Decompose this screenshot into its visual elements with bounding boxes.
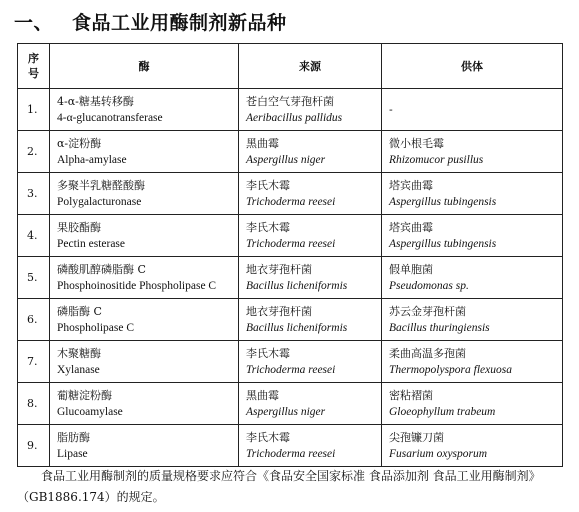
donor-cell <box>382 383 563 425</box>
table-row <box>18 299 563 341</box>
enzyme-name-en: Phosphoinositide Phospholipase C <box>57 279 217 292</box>
enzyme-name-en: Polygalacturonase <box>57 195 142 208</box>
source-name-latin: Trichoderma reesei <box>246 447 336 460</box>
table-row <box>18 131 563 173</box>
source-cell <box>239 89 382 131</box>
row-number: 3. <box>18 173 50 215</box>
donor-name-cn: 塔宾曲霉 <box>389 220 433 234</box>
source-cell <box>239 299 382 341</box>
enzyme-name-en: Phospholipase C <box>57 321 134 334</box>
donor-cell <box>382 299 563 341</box>
header-donor: 供体 <box>382 44 563 89</box>
donor-name-cn: 微小根毛霉 <box>389 136 444 150</box>
enzyme-name-cn: 木聚糖酶 <box>57 346 101 360</box>
source-cell <box>239 341 382 383</box>
header-seq <box>18 44 50 89</box>
header-seq-line1: 序 <box>28 52 39 65</box>
donor-name-latin: Aspergillus tubingensis <box>389 195 497 208</box>
source-name-latin: Bacillus licheniformis <box>246 321 348 334</box>
table-row <box>18 173 563 215</box>
row-number: 2. <box>18 131 50 173</box>
row-number: 4. <box>18 215 50 257</box>
source-name-cn: 李氏木霉 <box>246 430 290 444</box>
donor-name-cn: 苏云金芽孢杆菌 <box>389 304 466 318</box>
enzyme-name-cn: 磷脂酶 C <box>57 304 102 318</box>
donor-name-cn: 柔曲高温多孢菌 <box>389 346 466 360</box>
enzyme-name-cn: 葡糖淀粉酶 <box>57 388 112 402</box>
source-cell <box>239 425 382 467</box>
section-title: 食品工业用酶制剂新品种 <box>72 12 287 34</box>
table-row <box>18 425 563 467</box>
enzyme-cell <box>50 131 239 173</box>
table-row <box>18 89 563 131</box>
source-name-cn: 苍白空气芽孢杆菌 <box>246 94 334 108</box>
donor-name-latin: Thermopolyspora flexuosa <box>389 363 512 376</box>
donor-name-cn: 尖孢镰刀菌 <box>389 430 444 444</box>
enzyme-cell <box>50 425 239 467</box>
header-seq-line2: 号 <box>28 67 39 80</box>
source-cell <box>239 131 382 173</box>
source-name-cn: 地衣芽孢杆菌 <box>246 304 312 318</box>
enzyme-name-cn: 脂肪酶 <box>57 430 90 444</box>
table-row <box>18 257 563 299</box>
donor-cell <box>382 131 563 173</box>
enzyme-name-cn: 4-α-糖基转移酶 <box>57 94 134 108</box>
source-cell <box>239 383 382 425</box>
donor-cell <box>382 89 563 131</box>
row-number: 1. <box>18 89 50 131</box>
enzyme-name-en: Glucoamylase <box>57 405 123 418</box>
table-header-row <box>18 44 563 89</box>
source-name-cn: 黑曲霉 <box>246 388 279 402</box>
enzyme-name-en: 4-α-glucanotransferase <box>57 111 163 124</box>
enzyme-name-en: Lipase <box>57 447 88 460</box>
source-name-latin: Bacillus licheniformis <box>246 279 348 292</box>
donor-name-latin: Bacillus thuringiensis <box>389 321 490 334</box>
regulation-note: 食品工业用酶制剂的质量规格要求应符合《食品安全国家标准 食品添加剂 食品工业用酶制剂》（GB1886.174）的规定。 <box>17 469 541 504</box>
row-number: 7. <box>18 341 50 383</box>
enzyme-name-cn: 果胶酯酶 <box>57 220 101 234</box>
donor-name-latin: Gloeophyllum trabeum <box>389 405 496 418</box>
donor-name-cn: 密粘褶菌 <box>389 388 433 402</box>
source-name-latin: Trichoderma reesei <box>246 195 336 208</box>
source-name-latin: Trichoderma reesei <box>246 363 336 376</box>
source-name-latin: Aspergillus niger <box>246 405 326 418</box>
source-cell <box>239 173 382 215</box>
donor-cell <box>382 425 563 467</box>
source-name-latin: Aspergillus niger <box>246 153 326 166</box>
source-cell <box>239 257 382 299</box>
enzyme-name-en: Xylanase <box>57 363 100 376</box>
enzyme-name-en: Alpha-amylase <box>57 153 127 166</box>
source-name-cn: 黑曲霉 <box>246 136 279 150</box>
header-source: 来源 <box>239 44 382 89</box>
donor-name-latin: Aspergillus tubingensis <box>389 237 497 250</box>
table-body <box>18 89 563 467</box>
donor-name-latin: Fusarium oxysporum <box>389 447 488 460</box>
source-name-cn: 李氏木霉 <box>246 220 290 234</box>
enzyme-cell <box>50 89 239 131</box>
enzyme-cell <box>50 299 239 341</box>
enzyme-table <box>17 43 563 467</box>
donor-name-cn: 假单胞菌 <box>389 262 433 276</box>
enzyme-cell <box>50 341 239 383</box>
donor-cell <box>382 257 563 299</box>
enzyme-name-cn: 多聚半乳糖醛酸酶 <box>57 178 145 192</box>
source-name-cn: 李氏木霉 <box>246 178 290 192</box>
section-heading <box>14 8 287 35</box>
source-name-cn: 地衣芽孢杆菌 <box>246 262 312 276</box>
enzyme-cell <box>50 383 239 425</box>
donor-name-latin: Rhizomucor pusillus <box>389 153 484 166</box>
source-cell <box>239 215 382 257</box>
source-name-cn: 李氏木霉 <box>246 346 290 360</box>
enzyme-name-cn: 磷酸肌醇磷脂酶 C <box>57 262 146 276</box>
row-number: 5. <box>18 257 50 299</box>
donor-cell <box>382 215 563 257</box>
donor-name-cn: 塔宾曲霉 <box>389 178 433 192</box>
enzyme-name-en: Pectin esterase <box>57 237 126 250</box>
row-number: 6. <box>18 299 50 341</box>
source-name-latin: Trichoderma reesei <box>246 237 336 250</box>
row-number: 8. <box>18 383 50 425</box>
header-enzyme: 酶 <box>50 44 239 89</box>
donor-name-latin: Pseudomonas sp. <box>389 279 469 292</box>
enzyme-name-cn: α-淀粉酶 <box>57 136 102 150</box>
donor-cell <box>382 341 563 383</box>
donor-cell <box>382 173 563 215</box>
enzyme-cell <box>50 215 239 257</box>
donor-name-cn: - <box>389 103 393 116</box>
table-row <box>18 215 563 257</box>
enzyme-cell <box>50 257 239 299</box>
source-name-latin: Aeribacillus pallidus <box>246 111 343 124</box>
enzyme-cell <box>50 173 239 215</box>
row-number: 9. <box>18 425 50 467</box>
section-number: 一、 <box>14 12 54 34</box>
table-row <box>18 383 563 425</box>
table-row <box>18 341 563 383</box>
